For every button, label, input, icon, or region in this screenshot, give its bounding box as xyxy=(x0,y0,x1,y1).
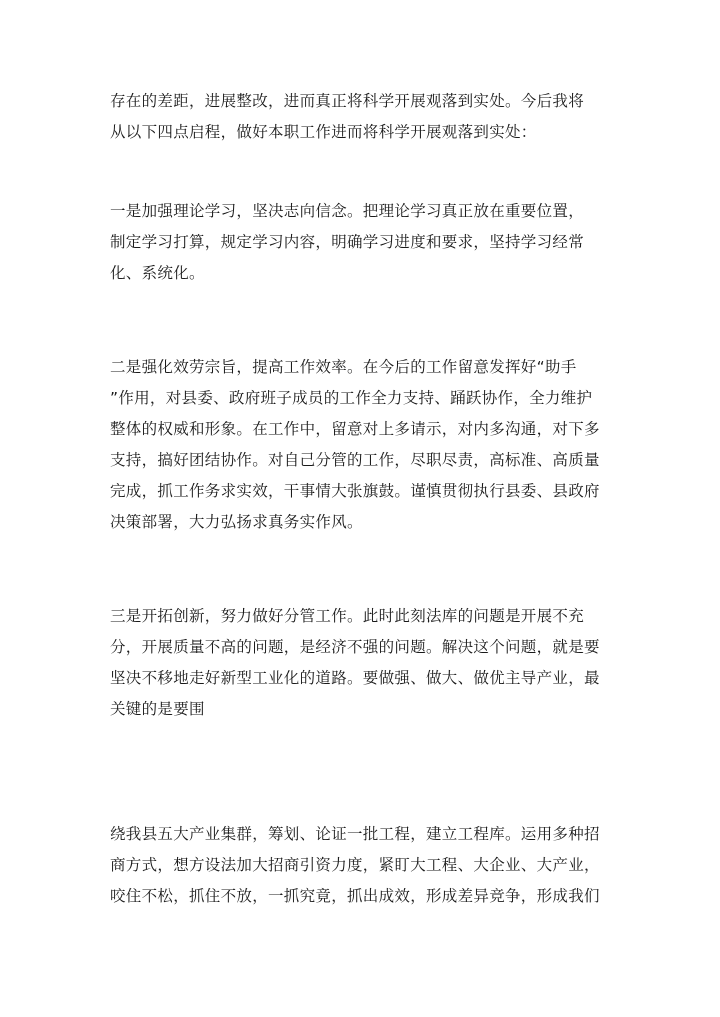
paragraph-intro xyxy=(110,86,615,148)
text-line: 绕我县五大产业集群，筹划、论证一批工程，建立工程库。运用多种招 xyxy=(110,825,600,843)
text-line: 三是开拓创新，努力做好分管工作。此时此刻法库的问题是开展不充 xyxy=(110,607,585,625)
text-line: 完成，抓工作务求实效，干事情大张旗鼓。谨慎贯彻执行县委、县政府 xyxy=(110,482,600,500)
text-line: 支持，搞好团结协作。对自己分管的工作，尽职尽责，高标准、高质量 xyxy=(110,451,600,469)
paragraph-point-two xyxy=(110,352,615,538)
text-line: 决策部署，大力弘扬求真务实作风。 xyxy=(110,513,363,531)
text-line: 二是强化效劳宗旨，提高工作效率。在今后的工作留意发挥好“助手 xyxy=(110,358,577,376)
paragraph-point-one xyxy=(110,196,615,289)
text-line: 一是加强理论学习，坚决志向信念。把理论学习真正放在重要位置， xyxy=(110,202,585,220)
text-line: 关键的是要围 xyxy=(110,700,205,718)
text-line: 化、系统化。 xyxy=(110,264,205,282)
text-line: ”作用，对县委、政府班子成员的工作全力支持、踊跃协作，全力维护 xyxy=(110,389,593,407)
text-line: 坚决不移地走好新型工业化的道路。要做强、做大、做优主导产业，最 xyxy=(110,669,600,687)
text-line: 制定学习打算，规定学习内容，明确学习进度和要求，坚持学习经常 xyxy=(110,233,585,251)
text-line: 商方式，想方设法加大招商引资力度，紧盯大工程、大企业、大产业， xyxy=(110,856,600,874)
paragraph-point-three xyxy=(110,601,615,725)
paragraph-continuation xyxy=(110,819,615,912)
text-line: 整体的权威和形象。在工作中，留意对上多请示，对内多沟通，对下多 xyxy=(110,420,600,438)
text-line: 存在的差距，进展整改，进而真正将科学开展观落到实处。今后我将 xyxy=(110,92,585,110)
text-line: 从以下四点启程，做好本职工作进而将科学开展观落到实处： xyxy=(110,123,537,141)
text-line: 咬住不松，抓住不放，一抓究竟，抓出成效，形成差异竞争，形成我们 xyxy=(110,887,600,905)
text-line: 分，开展质量不高的问题，是经济不强的问题。解决这个问题，就是要 xyxy=(110,638,600,656)
